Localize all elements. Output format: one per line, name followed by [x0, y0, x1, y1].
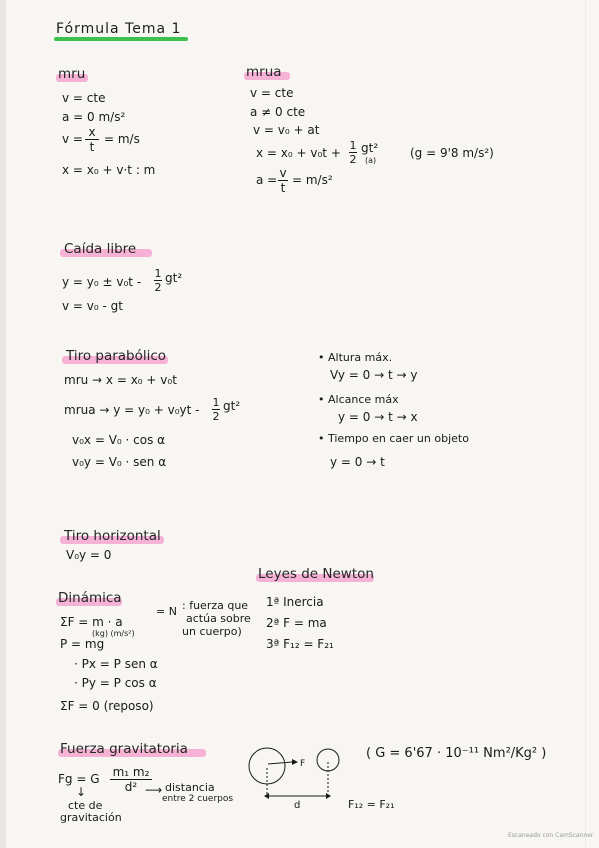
mru-v-fraction [85, 126, 99, 153]
diagram-distance-label: d [294, 800, 301, 811]
dinamica-units: (kg) (m/s²) [92, 629, 135, 638]
caida-frac-den: 2 [154, 281, 162, 294]
page-fold [585, 0, 586, 848]
mru-line-1: v = cte [62, 91, 106, 105]
cte-note: cte de [68, 799, 103, 812]
mru-heading: mru [58, 66, 86, 82]
caida-line-2: v = v₀ - gt [62, 299, 123, 313]
horizontal-line-1: V₀y = 0 [66, 548, 112, 562]
fg-den: d² [124, 780, 138, 794]
dinamica-line-1: ΣF = m · a [60, 615, 123, 629]
parabolico-frac-den: 2 [212, 410, 220, 423]
mrua-a-unit: = m/s² [292, 173, 333, 187]
mru-v-num: x [88, 125, 96, 139]
mrua-a-num: v [279, 166, 287, 180]
fg-num: m₁ m₂ [112, 765, 150, 779]
dinamica-note-3: un cuerpo) [182, 625, 242, 638]
distancia-note-2: entre 2 cuerpos [162, 794, 234, 804]
mrua-line-1: v = cte [250, 86, 294, 100]
altura-note: • Altura máx. [318, 351, 393, 364]
dinamica-line-5: ΣF = 0 (reposo) [60, 699, 154, 713]
page-edge [0, 0, 6, 848]
force-arrow [268, 762, 292, 764]
mrua-line-3: v = v₀ + at [253, 123, 320, 137]
newton-line-2: 2ª F = ma [266, 616, 327, 630]
newton-line-3: 3ª F₁₂ = F₂₁ [266, 637, 334, 651]
parabolico-fraction [212, 397, 220, 422]
parabolico-line-3: v₀x = V₀ · cos α [72, 433, 166, 447]
mrua-heading: mrua [246, 64, 282, 80]
diagram-force-label: F [300, 759, 306, 769]
caida-fraction [154, 268, 162, 293]
force-arrow-head [292, 759, 298, 765]
caida-heading: Caída libre [64, 241, 137, 257]
mru-line-4: x = x₀ + v·t : m [62, 163, 156, 177]
caida-line-1-left: y = y₀ ± v₀t - [62, 275, 142, 289]
dinamica-line-4: · Py = P cos α [74, 676, 157, 690]
mru-v-den: t [89, 140, 95, 154]
mrua-frac-den: 2 [349, 153, 357, 166]
scan-footer: Escaneado con CamScanner [508, 832, 594, 839]
alcance-note-b: y = 0 → t → x [338, 410, 418, 424]
newton-line-1: 1ª Inercia [266, 595, 324, 609]
mrua-line-2: a ≠ 0 cte [250, 105, 306, 119]
dinamica-heading: Dinámica [58, 590, 122, 606]
caida-line-1-right: gt² [165, 271, 183, 285]
parabolico-frac-num: 1 [212, 396, 220, 409]
mru-v-unit: = m/s [104, 132, 140, 146]
parabolico-line-2-left: mrua → y = y₀ + v₀yt - [64, 403, 200, 417]
altura-note-b: Vy = 0 → t → y [330, 368, 418, 382]
gravitatoria-heading: Fuerza gravitatoria [60, 741, 188, 757]
parabolico-heading: Tiro parabólico [66, 348, 167, 364]
mru-v-left: v = [62, 132, 83, 146]
two-bodies-diagram [240, 740, 350, 812]
horizontal-heading: Tiro horizontal [64, 528, 161, 544]
mrua-line-4-note: (a) [365, 156, 377, 165]
dinamica-line-3: · Px = P sen α [74, 657, 158, 671]
mrua-a-fraction [278, 167, 288, 194]
mrua-line-4-left: x = x₀ + v₀t + [256, 146, 341, 160]
mrua-a-den: t [280, 181, 286, 195]
f12-equation: F₁₂ = F₂₁ [348, 798, 395, 811]
page-title: Fórmula Tema 1 [56, 21, 182, 37]
distance-arrow-right [326, 793, 331, 799]
dinamica-note-eq: = N [156, 605, 177, 618]
mrua-line-4-right: gt² [361, 141, 379, 155]
fg-left: Fg = G [58, 772, 100, 786]
dinamica-line-2: P = mg [60, 637, 105, 651]
gravity-note: (g = 9'8 m/s²) [410, 146, 494, 160]
mrua-frac-num: 1 [349, 139, 357, 152]
dinamica-note-2: actúa sobre [186, 612, 251, 625]
parabolico-line-1: mru → x = x₀ + v₀t [64, 373, 177, 387]
tiempo-note-b: y = 0 → t [330, 455, 385, 469]
tiempo-note: • Tiempo en caer un objeto [318, 432, 469, 445]
distancia-arrow-icon: ⟶ [145, 783, 163, 797]
title-underline [54, 37, 188, 41]
cte-note-2: gravitación [60, 811, 122, 824]
dinamica-note: : fuerza que [182, 599, 249, 612]
mrua-line-4-fraction [349, 140, 357, 165]
distancia-note: distancia [165, 781, 215, 794]
cte-arrow-icon: ↓ [76, 785, 87, 799]
mru-line-2: a = 0 m/s² [62, 110, 126, 124]
mrua-a-left: a = [256, 173, 278, 187]
newton-heading: Leyes de Newton [258, 566, 374, 582]
g-constant: ( G = 6'67 · 10⁻¹¹ Nm²/Kg² ) [366, 746, 547, 761]
parabolico-line-4: v₀y = V₀ · sen α [72, 455, 167, 469]
caida-frac-num: 1 [154, 267, 162, 280]
parabolico-line-2-right: gt² [223, 399, 241, 413]
alcance-note: • Alcance máx [318, 393, 399, 406]
body-1-circle [249, 748, 285, 784]
